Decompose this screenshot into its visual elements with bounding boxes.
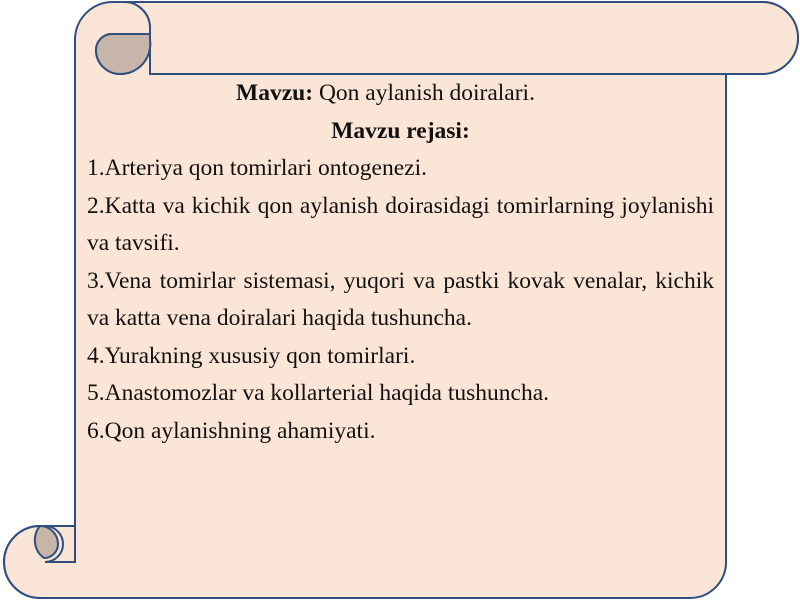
plan-item-6: 6.Qon aylanishning ahamiyati. xyxy=(87,417,376,444)
topic-text: Qon aylanish doiralari. xyxy=(313,80,535,106)
plan-heading: Mavzu rejasi: xyxy=(331,117,470,144)
plan-item-5: 5.Anastomozlar va kollarterial haqida tushuncha. xyxy=(87,380,550,406)
scroll-text-content xyxy=(87,75,714,450)
plan-item-1: 1.Arteriya qon tomirlari ontogenezi. xyxy=(87,155,427,181)
plan-item-3: 3.Vena tomirlar sistemasi, yuqori va pastki kovak venalar, kichik va katta vena doiralari haqida tushuncha. xyxy=(87,267,714,331)
topic-label: Mavzu: xyxy=(236,80,314,106)
topic-line xyxy=(87,75,714,113)
plan-item-2: 2.Katta va kichik qon aylanish doirasidagi tomirlarning joylanishi va tavsifi. xyxy=(87,192,714,256)
plan-item-4: 4.Yurakning xususiy qon tomirlari. xyxy=(87,342,416,369)
scroll-top-band-front xyxy=(124,2,798,74)
